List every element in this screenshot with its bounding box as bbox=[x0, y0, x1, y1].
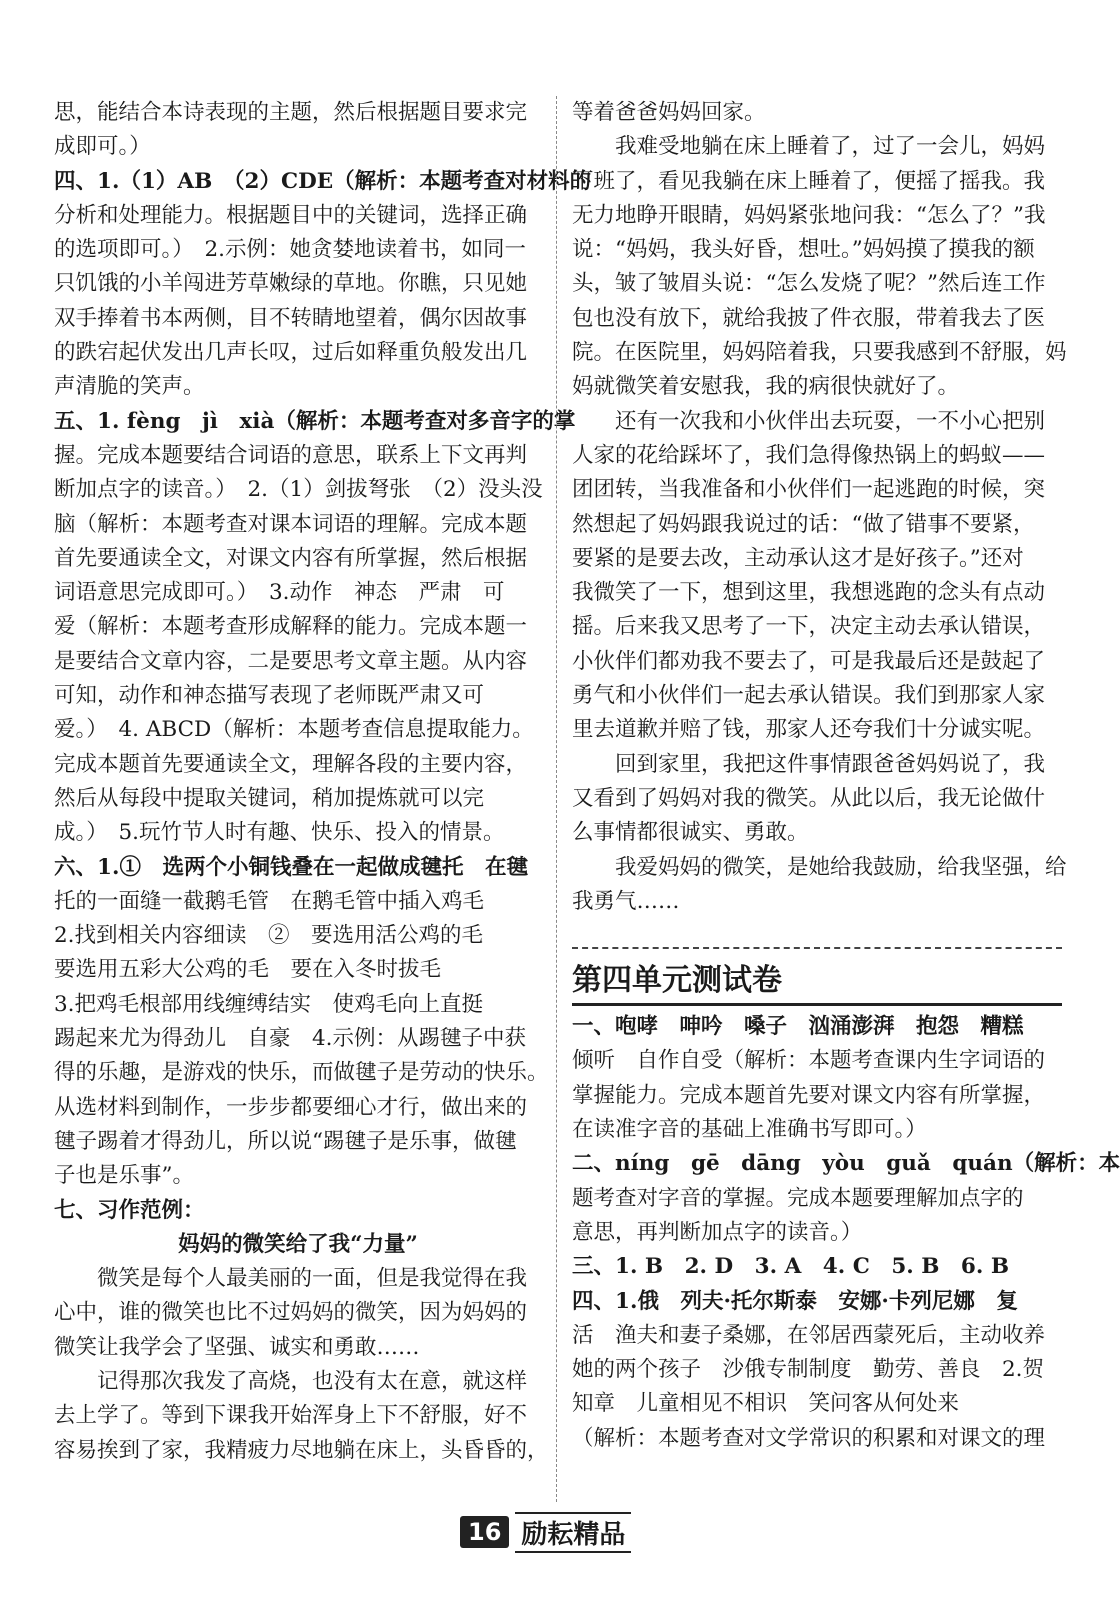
text-line: 掌握能力。完成本题首先要对课文内容有所掌握， bbox=[572, 1082, 1046, 1108]
page-footer bbox=[460, 1512, 631, 1552]
unit-title: 第四单元测试卷 bbox=[572, 959, 1062, 1006]
text-line: 从选材料到制作，一步步都要细心才行，做出来的 bbox=[54, 1094, 528, 1120]
text-line: 然想起了妈妈跟我说过的话：“做了错事不要紧， bbox=[572, 511, 1035, 537]
text-line: 我勇气…… bbox=[572, 888, 680, 914]
text-line: 三、1. B 2. D 3. A 4. C 5. B 6. B bbox=[572, 1254, 1010, 1280]
text-line: 题考查对字音的掌握。完成本题要理解加点字的 bbox=[572, 1185, 1024, 1211]
right-column bbox=[572, 96, 1120, 1456]
page-number: 16 bbox=[460, 1516, 509, 1548]
text-line: 2.找到相关内容细读 ② 要选用活公鸡的毛 bbox=[54, 923, 484, 949]
text-line: 双手捧着书本两侧，目不转睛地望着，偶尔因故事 bbox=[54, 305, 528, 331]
text-line: 成。） 5.玩竹节人时有趣、快乐、投入的情景。 bbox=[54, 820, 505, 846]
text-line: 无力地睁开眼睛，妈妈紧张地问我：“怎么了？”我 bbox=[572, 202, 1046, 228]
text-line: 然后从每段中提取关键词，稍加提炼就可以完 bbox=[54, 785, 485, 811]
text-line: 分析和处理能力。根据题目中的关键词，选择正确 bbox=[54, 202, 528, 228]
text-line: 的跌宕起伏发出几声长叹，过后如释重负般发出几 bbox=[54, 340, 528, 366]
text-line: 她的两个孩子 沙俄专制制度 勤劳、善良 2.贺 bbox=[572, 1357, 1045, 1383]
text-line: 容易挨到了家，我精疲力尽地躺在床上，头昏昏的， bbox=[54, 1437, 549, 1463]
text-line: 首先要通读全文，对课文内容有所掌握，然后根据 bbox=[54, 545, 528, 571]
unit-four-answers bbox=[572, 1010, 1120, 1456]
section-separator bbox=[572, 927, 1062, 949]
text-line: 完成本题首先要通读全文，理解各段的主要内容， bbox=[54, 751, 528, 777]
text-line: 摇。后来我又思考了一下，决定主动去承认错误， bbox=[572, 614, 1046, 640]
text-line: 说：“妈妈，我头好昏，想吐。”妈妈摸了摸我的额 bbox=[572, 237, 1035, 263]
text-line: 得的乐趣，是游戏的快乐，而做毽子是劳动的快乐。 bbox=[54, 1060, 549, 1086]
text-line: 意思，再判断加点字的读音。） bbox=[572, 1219, 863, 1245]
text-line: 我爱妈妈的微笑，是她给我鼓励，给我坚强，给 bbox=[615, 854, 1067, 880]
text-line: 微笑让我学会了坚强、诚实和勇敢…… bbox=[54, 1334, 420, 1360]
text-line: 毽子踢着才得劲儿，所以说“踢毽子是乐事，做毽 bbox=[54, 1128, 517, 1154]
text-line: 思，能结合本诗表现的主题，然后根据题目要求完 bbox=[54, 100, 528, 125]
text-line: 团团转，当我准备和小伙伴们一起逃跑的时候，突 bbox=[572, 477, 1046, 503]
column-divider bbox=[556, 96, 557, 1502]
text-line: 可知，动作和神态描写表现了老师既严肃又可 bbox=[54, 683, 485, 709]
text-line: 我难受地躺在床上睡着了，过了一会儿，妈妈 bbox=[615, 134, 1046, 160]
left-column bbox=[54, 96, 592, 1468]
text-line: 要选用五彩大公鸡的毛 要在入冬时拔毛 bbox=[54, 957, 442, 983]
text-line: 六、1.① 选两个小铜钱叠在一起做成毽托 在毽 bbox=[54, 854, 528, 880]
text-line: 声清脆的笑声。 bbox=[54, 374, 205, 400]
brand-label: 励耘精品 bbox=[515, 1512, 631, 1553]
text-line: 妈妈的微笑给了我“力量” bbox=[178, 1231, 418, 1257]
text-line: 握。完成本题要结合词语的意思，联系上下文再判 bbox=[54, 442, 528, 468]
text-line: 小伙伴们都劝我不要去了，可是我最后还是鼓起了 bbox=[572, 648, 1046, 674]
text-line: 爱。） 4. ABCD（解析：本题考查信息提取能力。 bbox=[54, 717, 534, 743]
text-line: （解析：本题考查对文学常识的积累和对课文的理 bbox=[572, 1425, 1046, 1451]
text-line: 头，皱了皱眉头说：“怎么发烧了呢？”然后连工作 bbox=[572, 271, 1046, 297]
text-line: 在读准字音的基础上准确书写即可。） bbox=[572, 1117, 927, 1143]
text-line: 包也没有放下，就给我披了件衣服，带着我去了医 bbox=[572, 305, 1046, 331]
text-line: 五、1. fèng jì xià（解析：本题考查对多音字的掌 bbox=[54, 408, 576, 434]
text-line: 二、níng gē dāng yòu guǎ quán（解析：本 bbox=[572, 1151, 1120, 1177]
text-line: 我微笑了一下，想到这里，我想逃跑的念头有点动 bbox=[572, 580, 1046, 606]
text-line: 踢起来尤为得劲儿 自豪 4.示例：从踢毽子中获 bbox=[54, 1026, 527, 1052]
text-line: 妈就微笑着安慰我，我的病很快就好了。 bbox=[572, 374, 960, 400]
text-line: 又看到了妈妈对我的微笑。从此以后，我无论做什 bbox=[572, 785, 1046, 811]
text-line: 3.把鸡毛根部用线缠缚结实 使鸡毛向上直挺 bbox=[54, 991, 484, 1017]
text-line: 七、习作范例： bbox=[54, 1197, 205, 1223]
text-line: 一、咆哮 呻吟 嗓子 汹涌澎湃 抱怨 糟糕 bbox=[572, 1014, 1024, 1040]
text-line: 记得那次我发了高烧，也没有太在意，就这样 bbox=[97, 1368, 528, 1394]
text-line: 要紧的是要去改，主动承认这才是好孩子。”还对 bbox=[572, 545, 1024, 571]
text-line: 倾听 自作自受（解析：本题考查课内生字词语的 bbox=[572, 1048, 1046, 1074]
text-line: 回到家里，我把这件事情跟爸爸妈妈说了，我 bbox=[615, 751, 1046, 777]
text-line: 里去道歉并赔了钱，那家人还夸我们十分诚实呢。 bbox=[572, 717, 1046, 743]
essay-continuation bbox=[572, 96, 1067, 919]
text-line: 勇气和小伙伴们一起去承认错误。我们到那家人家 bbox=[572, 683, 1046, 709]
text-line: 下班了，看见我躺在床上睡着了，便摇了摇我。我 bbox=[572, 168, 1046, 194]
text-line: 去上学了。等到下课我开始浑身上下不舒服，好不 bbox=[54, 1403, 528, 1429]
text-line: 微笑是每个人最美丽的一面，但是我觉得在我 bbox=[97, 1266, 528, 1292]
text-line: 断加点字的读音。） 2.（1）剑拔弩张 （2）没头没 bbox=[54, 477, 543, 503]
text-line: 子也是乐事”。 bbox=[54, 1163, 194, 1189]
text-line: 的选项即可。） 2.示例：她贪婪地读着书，如同一 bbox=[54, 237, 527, 263]
text-line: 还有一次我和小伙伴出去玩耍，一不小心把别 bbox=[615, 408, 1046, 434]
text-line: 是要结合文章内容，二是要思考文章主题。从内容 bbox=[54, 648, 528, 674]
text-line: 成即可。） bbox=[54, 134, 151, 160]
text-line: 等着爸爸妈妈回家。 bbox=[572, 100, 766, 125]
text-line: 知章 儿童相见不相识 笑问客从何处来 bbox=[572, 1391, 960, 1417]
text-line: 爱（解析：本题考查形成解释的能力。完成本题一 bbox=[54, 614, 528, 640]
text-line: 四、1.俄 列夫·托尔斯泰 安娜·卡列尼娜 复 bbox=[572, 1288, 1018, 1314]
text-line: 四、1.（1）AB （2）CDE（解析：本题考查对材料的 bbox=[54, 168, 592, 194]
text-line: 活 渔夫和妻子桑娜，在邻居西蒙死后，主动收养 bbox=[572, 1322, 1046, 1348]
text-line: 托的一面缝一截鹅毛管 在鹅毛管中插入鸡毛 bbox=[54, 888, 485, 914]
text-line: 么事情都很诚实、勇敢。 bbox=[572, 820, 809, 846]
text-line: 院。在医院里，妈妈陪着我，只要我感到不舒服，妈 bbox=[572, 340, 1067, 366]
text-line: 词语意思完成即可。） 3.动作 神态 严肃 可 bbox=[54, 580, 505, 606]
text-line: 心中，谁的微笑也比不过妈妈的微笑，因为妈妈的 bbox=[54, 1300, 528, 1326]
text-line: 人家的花给踩坏了，我们急得像热锅上的蚂蚁—— bbox=[572, 442, 1046, 468]
text-line: 脑（解析：本题考查对课本词语的理解。完成本题 bbox=[54, 511, 528, 537]
text-line: 只饥饿的小羊闯进芳草嫩绿的草地。你瞧，只见她 bbox=[54, 271, 528, 297]
